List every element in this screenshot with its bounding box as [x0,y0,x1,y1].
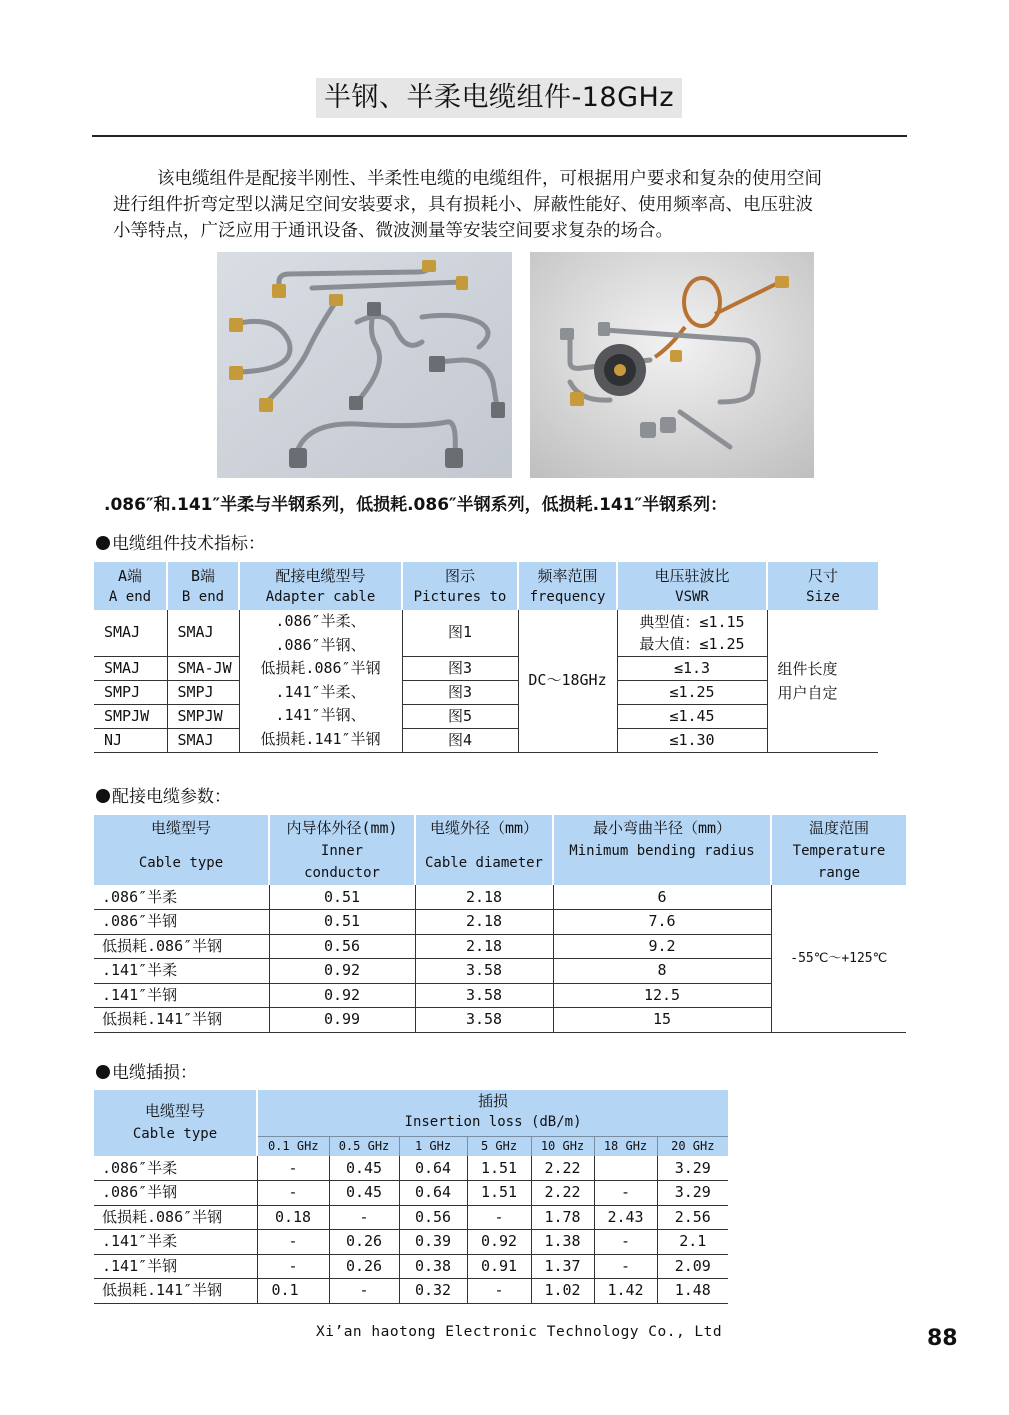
b-end-cell: SMPJ [167,680,239,704]
loss-value-cell: 0.64 [399,1181,467,1206]
loss-type-cell: 低损耗.086″半钢 [94,1205,257,1230]
b-end-header-en: B end [181,588,225,605]
picture-header-en: Pictures to [413,588,507,605]
b-end-header: B端 [190,566,216,585]
inner-cell: 0.92 [269,983,415,1008]
picture-cell: 图3 [402,656,518,680]
loss-value-cell: 0.1 [257,1279,329,1304]
picture-cell: 图3 [402,680,518,704]
bend-cell: 8 [553,959,771,984]
loss-type-cell: .086″半钢 [94,1181,257,1206]
diameter-header: 电缆外径（mm） [429,819,539,837]
cable-assemblies-photo-left [217,252,512,478]
vswr-header: 电压驻波比 [654,566,730,585]
loss-type-header-en: Cable type [132,1126,218,1142]
size-cell [767,610,878,752]
loss-value-cell: - [257,1156,329,1181]
b-end-cell: SMPJW [167,704,239,728]
bend-cell: 7.6 [553,910,771,935]
temp-header-en2: range [817,865,861,881]
adapter-header: 配接电缆型号 [275,566,366,585]
a-end-cell: NJ [94,728,167,752]
loss-value-cell: 0.26 [329,1230,399,1255]
loss-value-cell: 2.56 [657,1205,728,1230]
table-row [94,728,878,752]
temperature-cell: -55℃～+125℃ [771,885,906,1032]
loss-type-cell: 低损耗.141″半钢 [94,1279,257,1304]
loss-value-cell: 2.1 [657,1230,728,1255]
cable-assemblies-photo-right [530,252,814,478]
loss-value-cell: - [257,1254,329,1279]
cable-type-cell: .141″半柔 [94,959,269,984]
diameter-cell: 3.58 [415,983,553,1008]
inner-cell: 0.51 [269,910,415,935]
loss-value-cell: 0.56 [399,1205,467,1230]
vswr-cell: ≤1.25 [617,680,767,704]
loss-value-cell: 1.02 [531,1279,594,1304]
table-row [94,1254,728,1279]
inner-header-en2: conductor [304,865,380,881]
loss-heading-text: 电缆插损： [112,1063,197,1083]
loss-type-header: 电缆型号 [144,1102,205,1120]
inner-cell: 0.99 [269,1008,415,1033]
table-row [94,1205,728,1230]
bend-cell: 15 [553,1008,771,1033]
loss-type-cell: .086″半柔 [94,1156,257,1181]
inner-header-en: Inner [320,843,364,859]
diameter-cell: 3.58 [415,959,553,984]
loss-value-cell: - [467,1279,531,1304]
loss-value-cell: 2.22 [531,1181,594,1206]
freq-header-cell: 0.5 GHz [329,1136,399,1156]
bullet-icon [96,536,110,550]
loss-value-cell: - [594,1230,657,1255]
bend-header: 最小弯曲半径（mm） [592,819,732,837]
insertion-loss-table [94,1090,728,1304]
bend-cell: 9.2 [553,934,771,959]
loss-value-cell: 1.51 [467,1181,531,1206]
b-end-cell: SMA-JW [167,656,239,680]
loss-value-cell: 0.26 [329,1254,399,1279]
loss-header: 插损 [478,1092,509,1110]
title-divider [92,135,907,137]
loss-value-cell: 0.45 [329,1156,399,1181]
a-end-cell: SMAJ [94,656,167,680]
loss-value-cell: 1.38 [531,1230,594,1255]
adapter-line: 低损耗.086″半钢 [260,659,381,678]
loss-value-cell: 3.29 [657,1181,728,1206]
freq-header-cell: 10 GHz [531,1136,594,1156]
size-header-en: Size [806,588,840,605]
loss-value-cell: 1.51 [467,1156,531,1181]
size-line: 组件长度 [777,659,838,678]
a-end-cell: SMAJ [94,610,167,656]
loss-value-cell: - [329,1205,399,1230]
spec-header-row [94,562,878,610]
vswr-cell [617,610,767,656]
spec-section-heading [96,529,265,554]
adapter-line: .086″半柔、 [275,612,366,630]
loss-value-cell: 1.48 [657,1279,728,1304]
cable-type-cell: 低损耗.141″半钢 [94,1008,269,1033]
diameter-cell: 2.18 [415,934,553,959]
loss-value-cell [594,1156,657,1181]
vswr-max: 最大值：≤1.25 [639,634,745,653]
loss-value-cell: 2.22 [531,1156,594,1181]
cable-type-cell: .086″半钢 [94,910,269,935]
size-line: 用户自定 [777,683,838,702]
loss-value-cell: - [329,1279,399,1304]
intro-line: 小等特点，广泛应用于通讯设备、微波测量等安装空间要求复杂的场合。 [113,221,673,241]
diameter-cell: 2.18 [415,910,553,935]
adapter-line: .086″半钢、 [275,635,366,654]
cable-type-header: 电缆型号 [150,819,211,837]
loss-value-cell: 0.39 [399,1230,467,1255]
adapter-cable-cell [239,610,402,752]
table-row [94,656,878,680]
loss-header-en: Insertion loss (dB/m) [404,1114,582,1130]
cable-heading-text: 配接电缆参数： [112,787,231,807]
temp-header: 温度范围 [808,819,869,837]
loss-value-cell: 2.43 [594,1205,657,1230]
adapter-header-en: Adapter cable [265,588,376,605]
loss-header-row [94,1090,728,1136]
inner-cell: 0.92 [269,959,415,984]
cable-type-header-en: Cable type [138,855,224,871]
b-end-cell: SMAJ [167,610,239,656]
picture-cell: 图4 [402,728,518,752]
loss-value-cell: 0.92 [467,1230,531,1255]
picture-cell: 图1 [402,610,518,656]
picture-cell: 图5 [402,704,518,728]
vswr-cell: ≤1.3 [617,656,767,680]
vswr-typical: 典型值：≤1.15 [639,612,745,631]
table-row [94,680,878,704]
loss-value-cell: 0.32 [399,1279,467,1304]
loss-value-cell: - [467,1205,531,1230]
table-row [94,1156,728,1181]
diameter-cell: 3.58 [415,1008,553,1033]
freq-header: 频率范围 [537,566,598,585]
loss-value-cell: - [257,1181,329,1206]
diameter-header-en: Cable diameter [424,855,543,871]
loss-value-cell: - [594,1181,657,1206]
table-row [94,885,906,910]
vswr-cell: ≤1.45 [617,704,767,728]
b-end-cell: SMAJ [167,728,239,752]
temp-header-en: Temperature [792,843,886,859]
freq-header-cell: 1 GHz [399,1136,467,1156]
freq-header-cell: 18 GHz [594,1136,657,1156]
loss-value-cell: 0.64 [399,1156,467,1181]
page-title: 半钢、半柔电缆组件-18GHz [316,78,682,118]
freq-header-cell: 0.1 GHz [257,1136,329,1156]
adapter-line: .141″半钢、 [275,706,366,725]
diameter-cell: 2.18 [415,885,553,910]
picture-header: 图示 [444,566,475,585]
loss-value-cell: 0.38 [399,1254,467,1279]
intro-line: 该电缆组件是配接半刚性、半柔性电缆的电缆组件，可根据用户要求和复杂的使用空间 [157,169,822,189]
loss-type-cell: .141″半柔 [94,1230,257,1255]
cable-params-table [94,815,906,1033]
bullet-icon [96,1065,110,1079]
loss-value-cell: - [594,1254,657,1279]
frequency-cell: DC～18GHz [518,610,617,752]
spec-heading-text: 电缆组件技术指标： [112,534,265,554]
loss-value-cell: 0.91 [467,1254,531,1279]
spec-table [94,562,878,753]
loss-value-cell: 3.29 [657,1156,728,1181]
loss-section-heading [96,1058,197,1083]
freq-header-en: frequency [529,588,606,605]
a-end-cell: SMPJW [94,704,167,728]
a-end-cell: SMPJ [94,680,167,704]
bend-cell: 12.5 [553,983,771,1008]
cable-type-cell: .141″半钢 [94,983,269,1008]
loss-value-cell: 2.09 [657,1254,728,1279]
loss-value-cell: 1.42 [594,1279,657,1304]
loss-type-cell: .141″半钢 [94,1254,257,1279]
page-number: 88 [927,1326,958,1351]
a-end-header-en: A end [108,588,152,605]
bend-cell: 6 [553,885,771,910]
freq-header-cell: 5 GHz [467,1136,531,1156]
cable-section-heading [96,782,231,807]
loss-value-cell: 1.37 [531,1254,594,1279]
bullet-icon [96,789,110,803]
table-row [94,1181,728,1206]
freq-header-cell: 20 GHz [657,1136,728,1156]
table-row [94,610,878,656]
vswr-cell: ≤1.30 [617,728,767,752]
loss-value-cell: 0.45 [329,1181,399,1206]
inner-cell: 0.56 [269,934,415,959]
adapter-line: 低损耗.141″半钢 [260,729,381,748]
cable-header-row [94,815,906,885]
bend-header-en: Minimum bending radius [569,843,755,859]
table-row [94,704,878,728]
cable-type-cell: .086″半柔 [94,885,269,910]
intro-line: 进行组件折弯定型以满足空间安装要求，具有损耗小、屏蔽性能好、使用频率高、电压驻波 [113,195,813,215]
inner-cell: 0.51 [269,885,415,910]
loss-value-cell: - [257,1230,329,1255]
loss-value-cell: 0.18 [257,1205,329,1230]
cable-type-cell: 低损耗.086″半钢 [94,934,269,959]
adapter-line: .141″半柔、 [275,682,366,701]
series-heading: .086″和.141″半柔与半钢系列，低损耗.086″半钢系列，低损耗.141″半钢系列： [104,495,728,515]
table-row [94,1279,728,1304]
table-row [94,1230,728,1255]
size-header: 尺寸 [807,566,838,585]
vswr-header-en: VSWR [675,588,709,605]
inner-header: 内导体外径(mm) [286,819,398,837]
loss-value-cell: 1.78 [531,1205,594,1230]
footer-company: Xi’an haotong Electronic Technology Co., Ltd [316,1324,723,1340]
intro-paragraph [113,166,943,244]
a-end-header: A端 [117,566,143,585]
